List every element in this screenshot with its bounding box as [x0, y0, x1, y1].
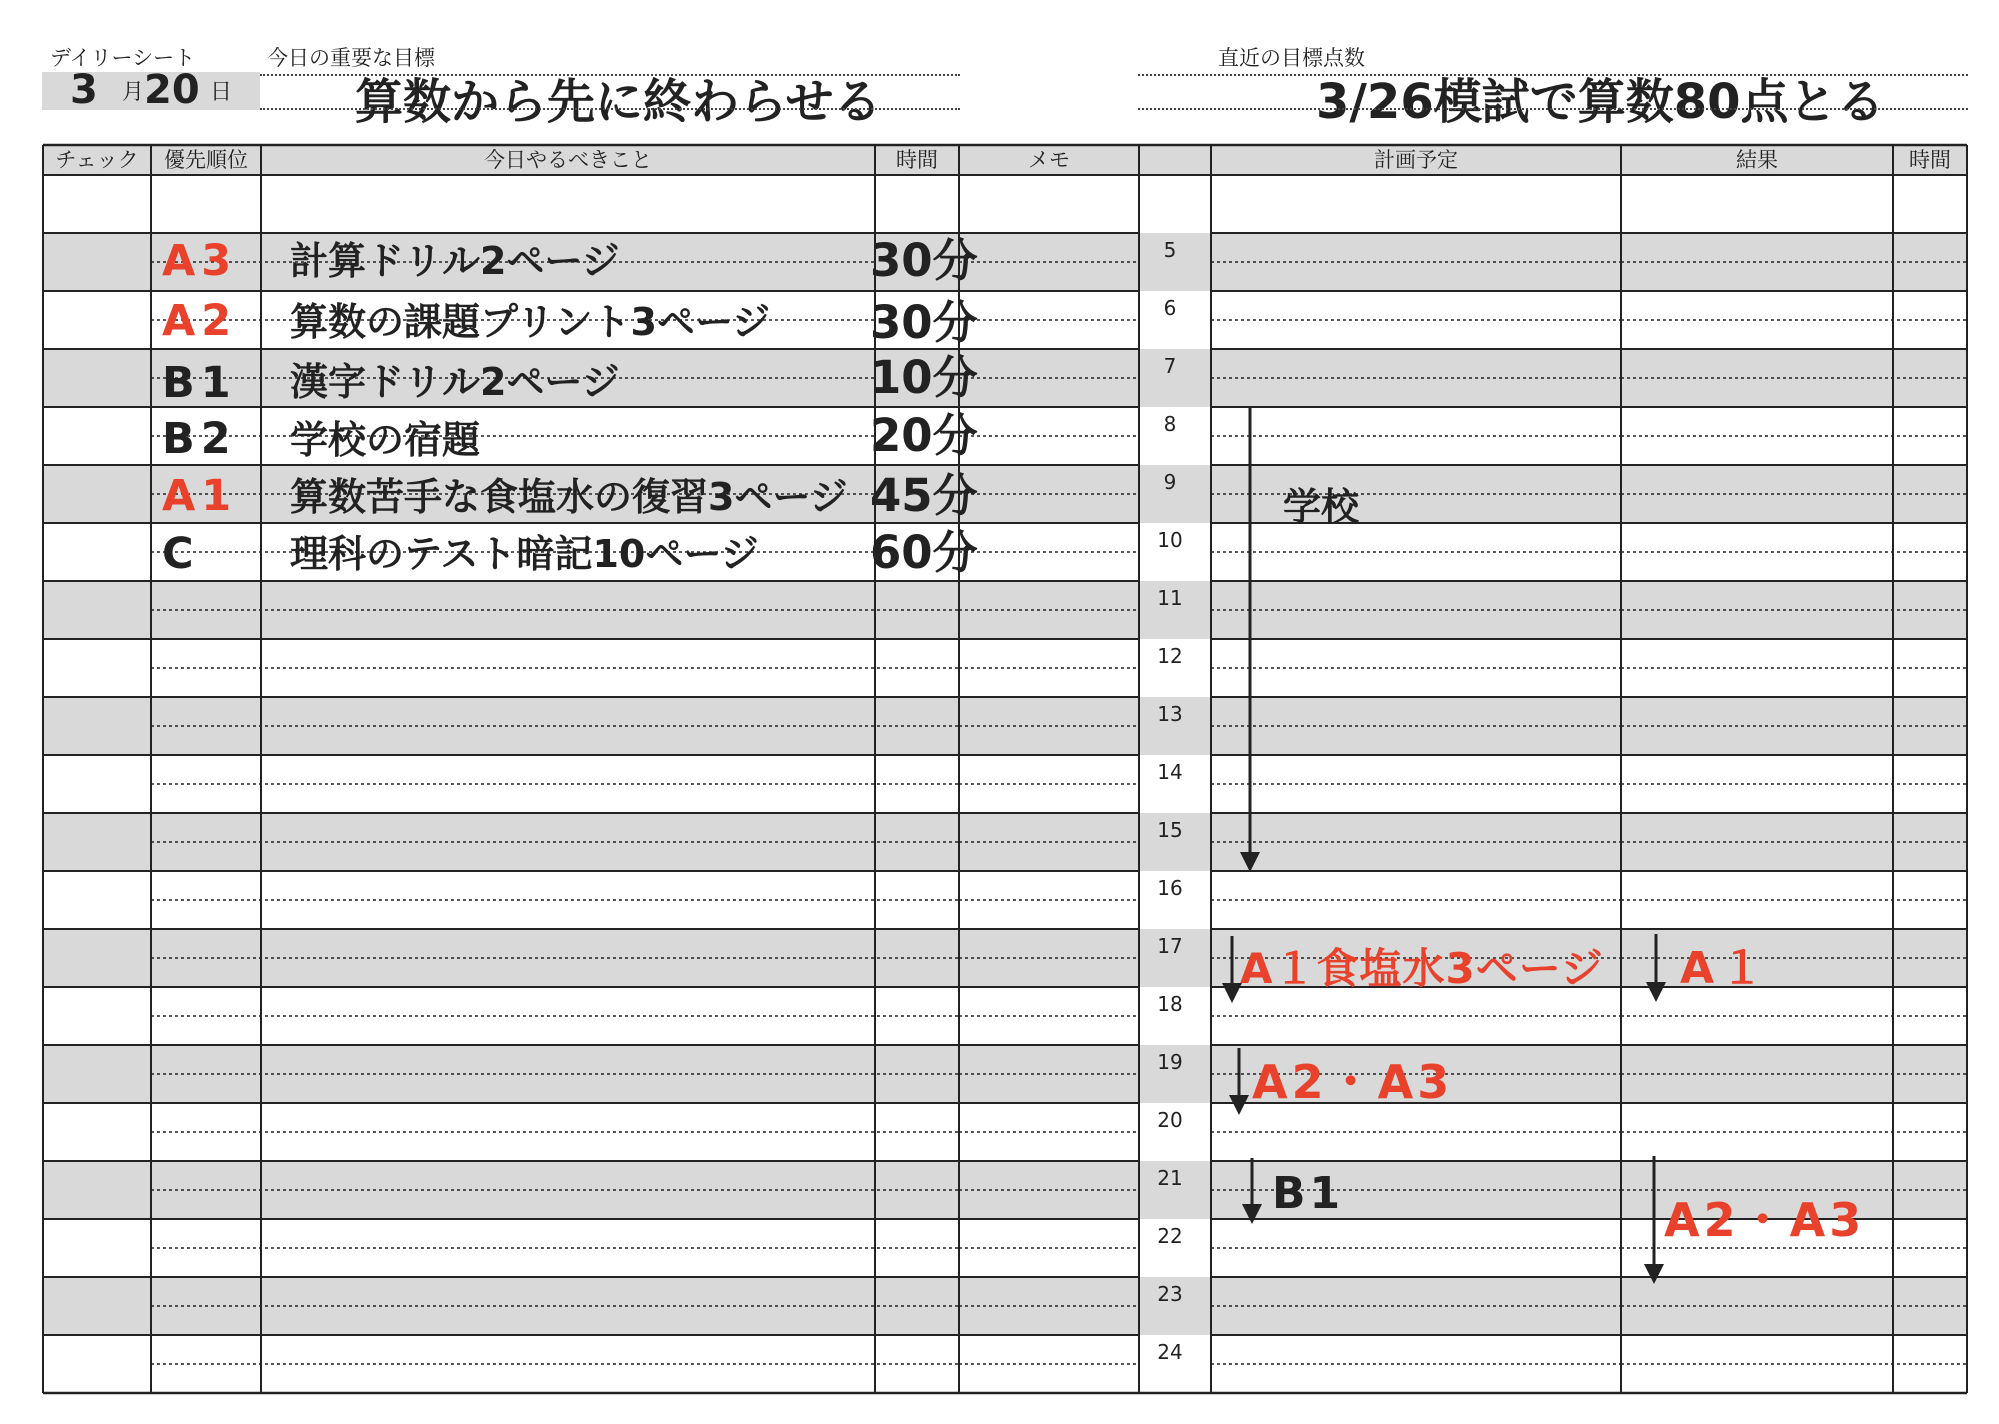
target-label: 直近の目標点数: [1218, 46, 1365, 70]
plan-entry-school: 学校: [1283, 485, 1360, 529]
hour-label: 17: [1157, 934, 1183, 958]
task-priority-3: B1: [162, 358, 237, 408]
target-text: 3/26模試で算数80点とる: [1316, 74, 1885, 130]
task-time-4: 20分: [870, 409, 978, 462]
result-entry-a1: A１: [1680, 943, 1771, 994]
plan-entry-a2a3: A2・A3: [1252, 1055, 1454, 1109]
hour-label: 15: [1157, 818, 1183, 842]
hour-label: 23: [1157, 1282, 1183, 1306]
col-header-time2: 時間: [1909, 148, 1951, 172]
hour-label: 9: [1163, 470, 1177, 494]
month-unit: 月: [122, 80, 145, 105]
goal-label: 今日の重要な目標: [267, 46, 435, 70]
task-priority-2: A2: [162, 296, 238, 346]
col-header-priority: 優先順位: [164, 148, 248, 172]
task-priority-4: B2: [162, 414, 237, 464]
hour-label: 16: [1157, 876, 1183, 900]
task-text-5: 算数苦手な食塩水の復習3ページ: [290, 475, 848, 519]
sheet-label: デイリーシート: [50, 46, 196, 70]
a1-plan-arrow-head: [1222, 983, 1242, 1003]
task-text-2: 算数の課題プリント3ページ: [290, 300, 771, 344]
col-header-todo: 今日やるべきこと: [484, 148, 652, 172]
task-text-1: 計算ドリル2ページ: [290, 239, 620, 283]
goal-text: 算数から先に終わらせる: [355, 74, 882, 130]
a2a3-plan-arrow-head: [1229, 1095, 1249, 1115]
task-text-3: 漢字ドリル2ページ: [290, 360, 620, 404]
a1-result-arrow-head: [1646, 982, 1666, 1002]
task-text-4: 学校の宿題: [290, 418, 481, 462]
hour-label: 6: [1163, 296, 1177, 320]
hour-label: 24: [1157, 1340, 1183, 1364]
task-priority-5: A1: [162, 471, 238, 521]
hour-label: 5: [1163, 238, 1177, 262]
task-time-6: 60分: [870, 526, 978, 579]
hour-label: 11: [1157, 586, 1183, 610]
hour-label: 18: [1157, 992, 1183, 1016]
hour-label: 14: [1157, 760, 1183, 784]
plan-entry-b1: B1: [1272, 1168, 1345, 1219]
hour-label: 8: [1163, 412, 1177, 436]
hour-label: 12: [1157, 644, 1183, 668]
hour-label: 20: [1157, 1108, 1183, 1132]
col-header-time: 時間: [896, 148, 938, 172]
day-unit: 日: [210, 80, 233, 105]
result-entry-a2a3: A2・A3: [1664, 1193, 1866, 1247]
col-header-memo: メモ: [1028, 148, 1070, 172]
hour-label: 22: [1157, 1224, 1183, 1248]
hour-label: 21: [1157, 1166, 1183, 1190]
task-text-6: 理科のテスト暗記10ページ: [290, 532, 759, 576]
date-month: 3: [70, 67, 98, 113]
task-priority-1: A3: [162, 236, 238, 286]
task-time-3: 10分: [870, 351, 978, 404]
col-header-plan: 計画予定: [1374, 148, 1458, 172]
hour-label: 19: [1157, 1050, 1183, 1074]
col-header-result: 結果: [1736, 148, 1778, 172]
date-day: 20: [144, 67, 200, 113]
task-time-1: 30分: [870, 234, 978, 287]
col-header-check: チェック: [55, 148, 139, 172]
task-time-5: 45分: [870, 469, 978, 522]
hour-label: 13: [1157, 702, 1183, 726]
hour-label: 7: [1163, 354, 1177, 378]
hour-label: 10: [1157, 528, 1183, 552]
task-time-2: 30分: [870, 296, 978, 349]
task-priority-6: C: [162, 529, 200, 579]
plan-entry-a1: A１食塩水3ページ: [1240, 944, 1604, 993]
